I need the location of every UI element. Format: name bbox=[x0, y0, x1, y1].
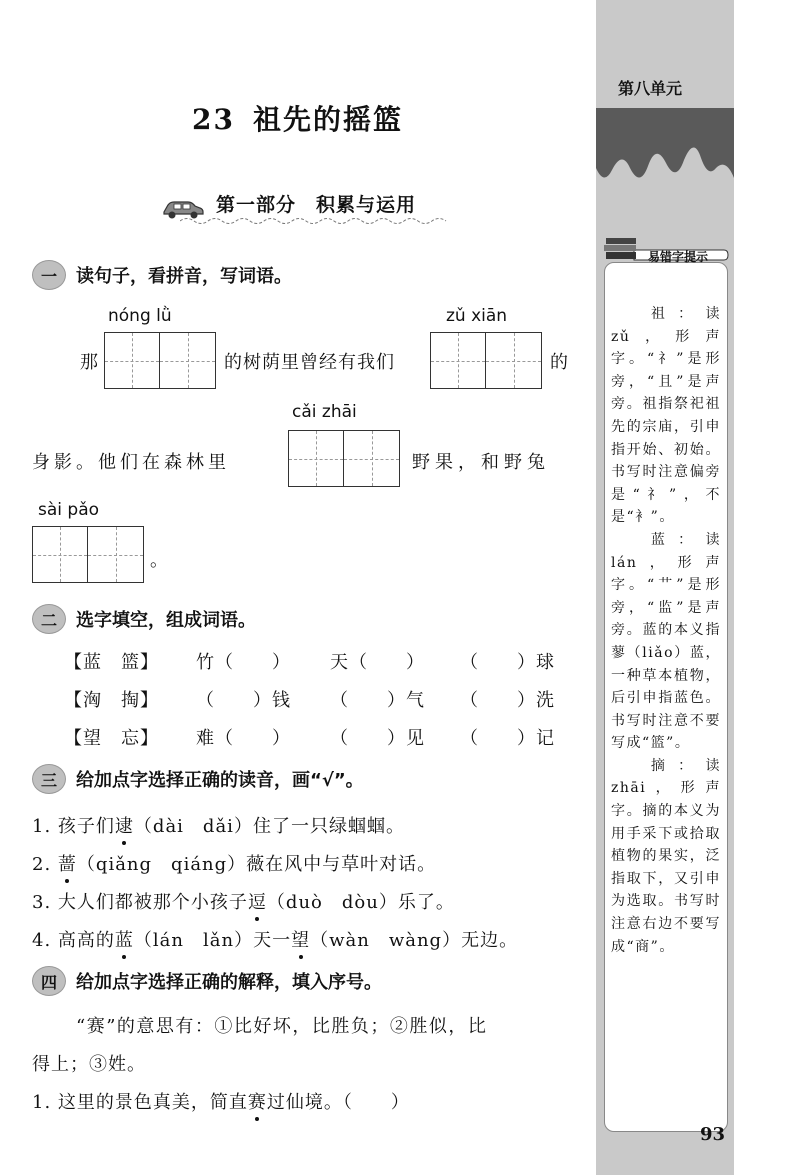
lesson-name: 祖先的摇篮 bbox=[252, 103, 403, 136]
wavy-divider bbox=[180, 216, 450, 226]
dotted-char: 逗 bbox=[248, 888, 267, 914]
s3-item-3[interactable] bbox=[32, 888, 455, 914]
item-number: 3. bbox=[32, 892, 52, 913]
pinyin-caizhai: cǎi zhāi bbox=[292, 402, 357, 422]
item-number: 1. bbox=[32, 816, 52, 837]
s2-row3-b[interactable]: （ ）见 bbox=[330, 728, 425, 749]
tips-label: 易错字提示 bbox=[648, 250, 709, 264]
section-4-heading bbox=[32, 966, 382, 996]
part-label: 第一部分 积累与运用 bbox=[216, 194, 417, 216]
s4-intro-line2: 得上；③姓。 bbox=[32, 1054, 146, 1075]
line3-after: 。 bbox=[150, 550, 169, 571]
pinyin-zuxian: zǔ xiān bbox=[446, 306, 508, 326]
item-text: （duò dòu）乐了。 bbox=[266, 892, 455, 913]
line1-middle: 的树荫里曾经有我们 bbox=[224, 352, 395, 373]
section-3-heading bbox=[32, 764, 364, 794]
item-text: （lán lǎn）天一 bbox=[133, 930, 292, 951]
s2-row2-pair: 【洶 掏】 bbox=[64, 690, 159, 711]
tip-lan bbox=[605, 529, 727, 755]
dotted-char: 蔷 bbox=[58, 850, 77, 876]
s4-question-1[interactable] bbox=[32, 1088, 410, 1114]
line2-after: 野果，和野兔 bbox=[412, 452, 550, 473]
item-text: （dài dǎi）住了一只绿蝈蝈。 bbox=[133, 816, 405, 837]
s3-item-1[interactable] bbox=[32, 812, 405, 838]
section-2-heading bbox=[32, 604, 256, 634]
item-text: 这里的景色真美，简直 bbox=[57, 1092, 248, 1113]
s4-intro-line1: “赛”的意思有：①比好坏，比胜负；②胜似，比 bbox=[76, 1016, 488, 1037]
section-3-title: 给加点字选择正确的读音，画“√”。 bbox=[76, 770, 364, 791]
drip-decoration bbox=[596, 108, 734, 218]
writing-box-saipao[interactable] bbox=[32, 526, 144, 583]
writing-box-caizhai[interactable] bbox=[288, 430, 400, 487]
sidebar bbox=[596, 0, 734, 1175]
section-4-badge: 四 bbox=[32, 966, 66, 996]
dotted-char: 逮 bbox=[115, 812, 134, 838]
part-header bbox=[160, 186, 450, 226]
tips-tab bbox=[598, 236, 730, 270]
item-text: 孩子们 bbox=[57, 816, 115, 837]
s3-item-2[interactable] bbox=[32, 850, 436, 876]
item-text: 过仙境。（ ） bbox=[266, 1092, 410, 1113]
item-number: 1. bbox=[32, 1092, 52, 1113]
tip-zu-text: 祖：读 zǔ，形声字。“礻”是形旁，“且”是声旁。祖指祭祀祖先的宗庙，引申指开始、初始。书写时注意偏旁是“礻”，不是“衤”。 bbox=[611, 306, 721, 526]
line1-after: 的 bbox=[550, 352, 569, 373]
section-3-badge: 三 bbox=[32, 764, 66, 794]
tips-box bbox=[604, 262, 728, 1132]
tip-zhai-text: 摘：读 zhāi，形声字。摘的本义为用手采下或拾取植物的果实，泛指取下，又引申为选取。书写时注意右边不要写成“商”。 bbox=[611, 757, 721, 955]
line2-before: 身影。他们在森林里 bbox=[32, 452, 230, 473]
section-1-title: 读句子，看拼音，写词语。 bbox=[76, 266, 292, 287]
unit-label: 第八单元 bbox=[618, 79, 683, 98]
section-2-title: 选字填空，组成词语。 bbox=[76, 610, 256, 631]
section-2-badge: 二 bbox=[32, 604, 66, 634]
section-1-heading bbox=[32, 260, 292, 290]
s2-row1-b[interactable]: 天（ ） bbox=[330, 652, 425, 673]
s2-row3-c[interactable]: （ ）记 bbox=[460, 728, 555, 749]
lesson-title bbox=[192, 98, 403, 138]
item-number: 4. bbox=[32, 930, 52, 951]
item-text: （wàn wàng）无边。 bbox=[310, 930, 519, 951]
tip-zu bbox=[605, 303, 727, 529]
s2-row1-pair: 【蓝 篮】 bbox=[64, 652, 159, 673]
dotted-char: 望 bbox=[291, 926, 310, 952]
writing-box-nonglv[interactable] bbox=[104, 332, 216, 389]
section-1-badge: 一 bbox=[32, 260, 66, 290]
dotted-char: 蓝 bbox=[115, 926, 134, 952]
pinyin-saipao: sài pǎo bbox=[38, 500, 100, 520]
s2-row2-a[interactable]: （ ）钱 bbox=[196, 690, 291, 711]
s3-item-4[interactable] bbox=[32, 926, 518, 952]
item-text: 高高的 bbox=[57, 930, 115, 951]
s2-row1-a[interactable]: 竹（ ） bbox=[196, 652, 291, 673]
s2-row2-b[interactable]: （ ）气 bbox=[330, 690, 425, 711]
s2-row2-c[interactable]: （ ）洗 bbox=[460, 690, 555, 711]
line1-before: 那 bbox=[80, 352, 99, 373]
section-4-title: 给加点字选择正确的解释，填入序号。 bbox=[76, 972, 382, 993]
item-text: 大人们都被那个小孩子 bbox=[57, 892, 248, 913]
pinyin-nonglv: nóng lǜ bbox=[108, 306, 172, 326]
lesson-number: 23 bbox=[192, 103, 235, 136]
tip-zhai bbox=[605, 755, 727, 958]
page-number: 93 bbox=[700, 1124, 726, 1145]
s2-row1-c[interactable]: （ ）球 bbox=[460, 652, 555, 673]
s2-row3-a[interactable]: 难（ ） bbox=[196, 728, 291, 749]
tip-lan-text: 蓝：读 lán，形声字。“艹”是形旁，“监”是声旁。蓝的本义指蓼（liǎo）蓝，一种草本植物，后引申指蓝色。书写时注意不要写成“篮”。 bbox=[611, 531, 721, 752]
s2-row3-pair: 【望 忘】 bbox=[64, 728, 159, 749]
item-number: 2. bbox=[32, 854, 52, 875]
writing-box-zuxian[interactable] bbox=[430, 332, 542, 389]
item-text: （qiǎng qiáng）薇在风中与草叶对话。 bbox=[76, 854, 437, 875]
dotted-char: 赛 bbox=[248, 1088, 267, 1114]
